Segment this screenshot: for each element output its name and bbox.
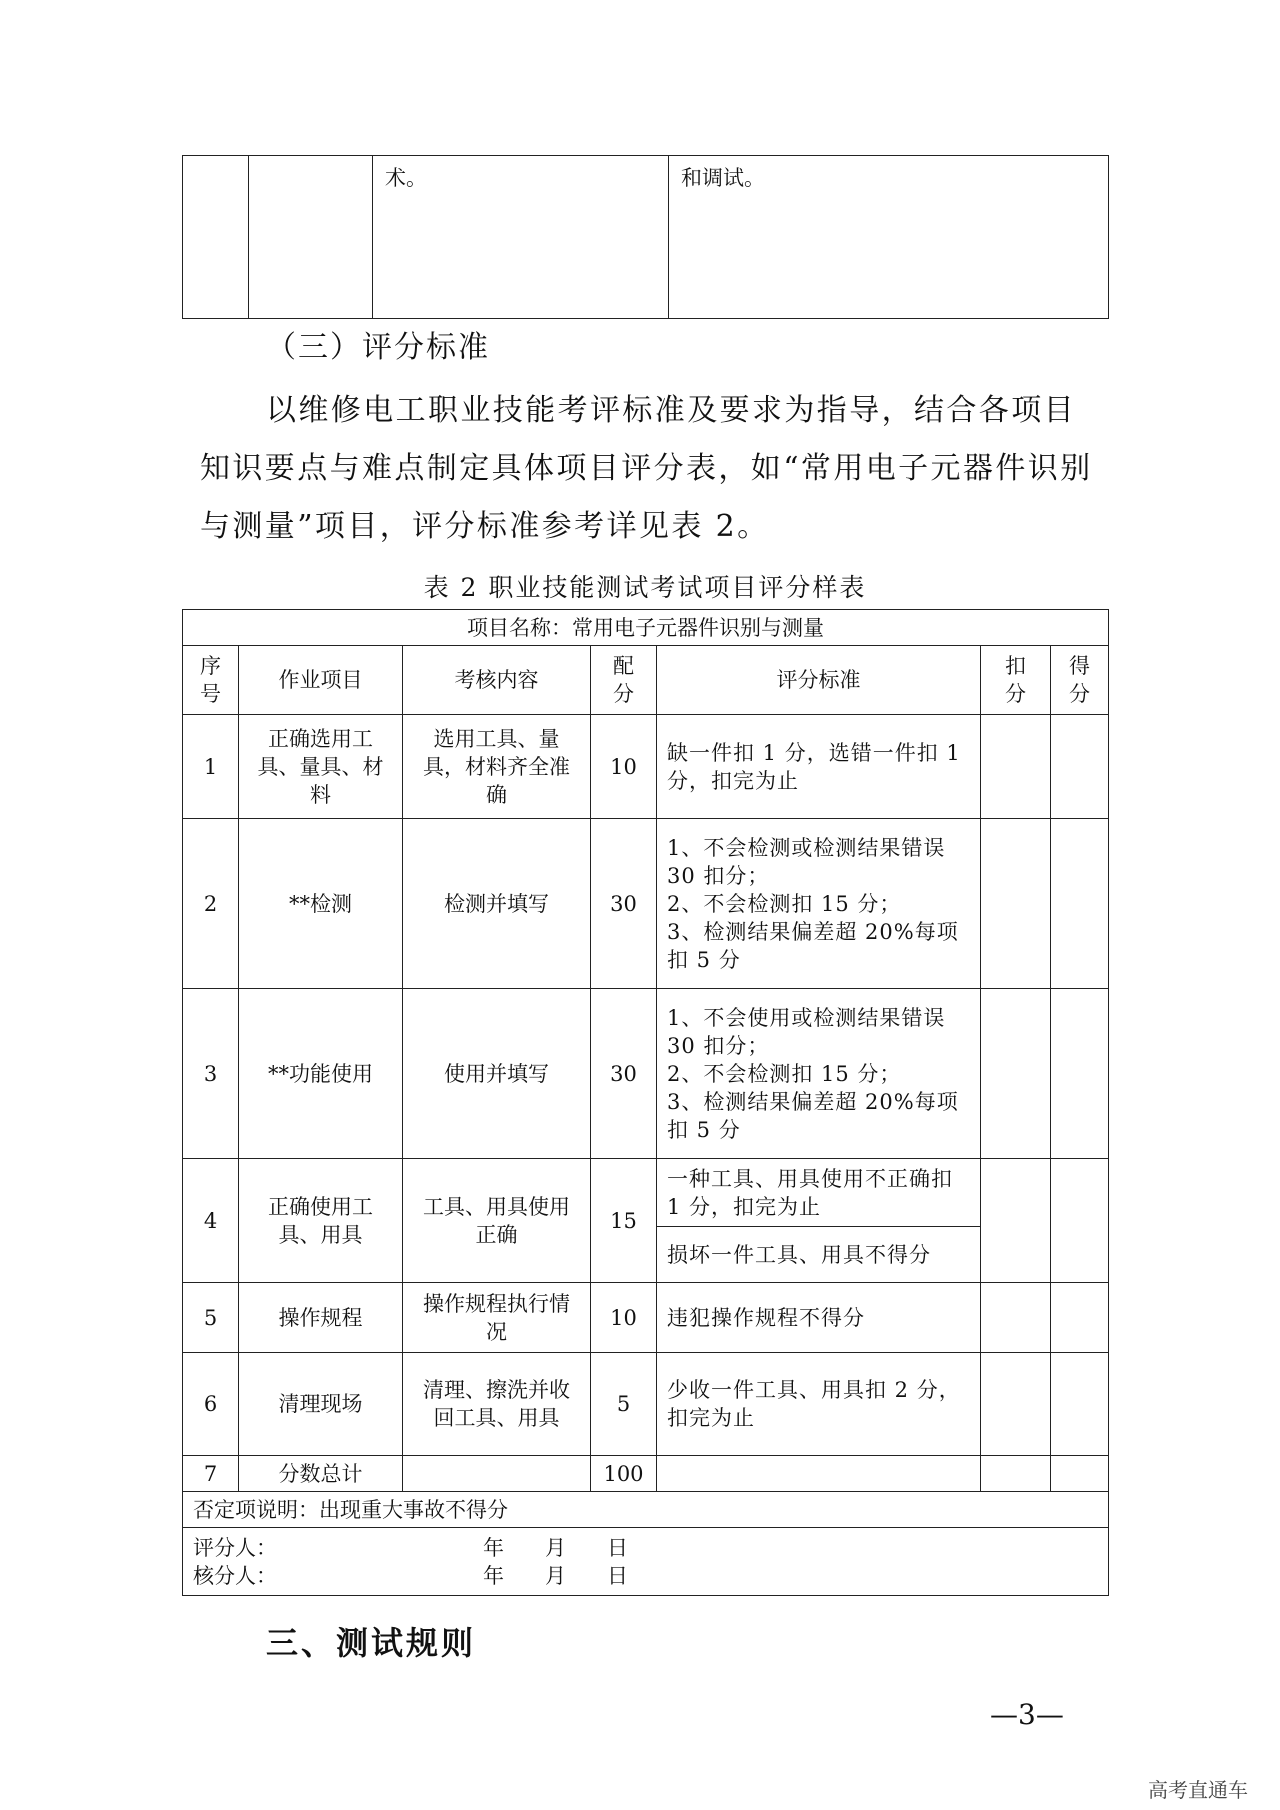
signature-row (183, 1528, 1109, 1596)
table-row (183, 819, 1109, 989)
row-points: 5 (591, 1353, 657, 1456)
row-number: 6 (183, 1353, 239, 1456)
row-content: 工具、用具使用正确 (403, 1159, 591, 1283)
row-deduct (981, 1159, 1051, 1283)
continuation-table (182, 155, 1109, 319)
table-row (183, 715, 1109, 819)
row-score (1051, 1353, 1109, 1456)
row-content: 清理、擦洗并收回工具、用具 (403, 1353, 591, 1456)
row-item: 正确选用工具、量具、材料 (239, 715, 403, 819)
date-year: 年 (483, 1563, 504, 1588)
row-deduct (981, 989, 1051, 1159)
row-points: 10 (591, 715, 657, 819)
header-cell: 考核内容 (403, 646, 591, 715)
table-row (183, 1159, 1109, 1227)
date-day: 日 (607, 1535, 628, 1560)
table-cell: 术。 (373, 156, 669, 319)
table-cell: 和调试。 (669, 156, 1109, 319)
row-number: 5 (183, 1283, 239, 1353)
row-number: 1 (183, 715, 239, 819)
row-content (403, 1456, 591, 1492)
header-cell: 作业项目 (239, 646, 403, 715)
scorer-label: 评分人： (193, 1535, 277, 1560)
row-item: **检测 (239, 819, 403, 989)
table-row (183, 1283, 1109, 1353)
section-title: 三、测试规则 (266, 1624, 477, 1662)
row-points: 100 (591, 1456, 657, 1492)
row-criteria-extra: 损坏一件工具、用具不得分 (657, 1227, 981, 1283)
row-deduct (981, 819, 1051, 989)
row-points: 15 (591, 1159, 657, 1283)
table-row (183, 989, 1109, 1159)
table-cell (249, 156, 373, 319)
table-row (183, 1456, 1109, 1492)
row-points: 10 (591, 1283, 657, 1353)
row-deduct (981, 1456, 1051, 1492)
date-fields (483, 1562, 669, 1590)
project-name: 项目名称：常用电子元器件识别与测量 (183, 610, 1109, 646)
veto-note: 否定项说明：出现重大事故不得分 (183, 1492, 1109, 1528)
header-cell: 配分 (591, 646, 657, 715)
signature-cell (183, 1528, 1109, 1596)
body-paragraph: 以维修电工职业技能考评标准及要求为指导，结合各项目知识要点与难点制定具体项目评分表，如“常用电子元器件识别与测量”项目，评分标准参考详见表 2。 (200, 393, 1093, 544)
scoring-table (182, 609, 1109, 1596)
row-deduct (981, 1353, 1051, 1456)
date-month: 月 (545, 1535, 566, 1560)
row-content: 选用工具、量具，材料齐全准确 (403, 715, 591, 819)
date-year: 年 (483, 1535, 504, 1560)
row-criteria: 1、不会使用或检测结果错误 30 扣分； 2、不会检测扣 15 分； 3、检测结果偏差超 20%每项扣 5 分 (657, 989, 981, 1159)
row-item: 正确使用工具、用具 (239, 1159, 403, 1283)
row-item: 操作规程 (239, 1283, 403, 1353)
row-score (1051, 1283, 1109, 1353)
header-cell: 扣分 (981, 646, 1051, 715)
row-item: 清理现场 (239, 1353, 403, 1456)
section-heading: （三）评分标准 (266, 330, 490, 365)
checker-label: 核分人： (193, 1563, 277, 1588)
row-score (1051, 715, 1109, 819)
header-cell: 序号 (183, 646, 239, 715)
row-content: 检测并填写 (403, 819, 591, 989)
header-cell: 评分标准 (657, 646, 981, 715)
table-cell (183, 156, 249, 319)
row-deduct (981, 1283, 1051, 1353)
row-number: 2 (183, 819, 239, 989)
table-caption: 表 2 职业技能测试考试项目评分样表 (423, 573, 867, 602)
row-criteria: 缺一件扣 1 分，选错一件扣 1 分，扣完为止 (657, 715, 981, 819)
page-number: —3— (990, 1698, 1064, 1731)
row-score (1051, 1159, 1109, 1283)
row-number: 4 (183, 1159, 239, 1283)
scorer-line (193, 1534, 1108, 1562)
row-item: **功能使用 (239, 989, 403, 1159)
row-deduct (981, 715, 1051, 819)
row-score (1051, 819, 1109, 989)
table-row (183, 610, 1109, 646)
row-score (1051, 1456, 1109, 1492)
row-criteria: 1、不会检测或检测结果错误 30 扣分； 2、不会检测扣 15 分； 3、检测结果偏差超 20%每项扣 5 分 (657, 819, 981, 989)
row-item: 分数总计 (239, 1456, 403, 1492)
date-month: 月 (545, 1563, 566, 1588)
row-points: 30 (591, 989, 657, 1159)
row-criteria: 一种工具、用具使用不正确扣 1 分，扣完为止 (657, 1159, 981, 1227)
row-number: 7 (183, 1456, 239, 1492)
row-criteria (657, 1456, 981, 1492)
checker-line (193, 1562, 1108, 1590)
row-content: 操作规程执行情况 (403, 1283, 591, 1353)
watermark: 高考直通车 (1148, 1778, 1248, 1802)
header-row (183, 646, 1109, 715)
row-criteria: 违犯操作规程不得分 (657, 1283, 981, 1353)
row-score (1051, 989, 1109, 1159)
row-criteria: 少收一件工具、用具扣 2 分，扣完为止 (657, 1353, 981, 1456)
row-points: 30 (591, 819, 657, 989)
row-content: 使用并填写 (403, 989, 591, 1159)
date-fields (483, 1534, 669, 1562)
table-row (183, 1353, 1109, 1456)
table-row (183, 156, 1109, 319)
row-number: 3 (183, 989, 239, 1159)
header-cell: 得分 (1051, 646, 1109, 715)
date-day: 日 (607, 1563, 628, 1588)
table-row (183, 1492, 1109, 1528)
